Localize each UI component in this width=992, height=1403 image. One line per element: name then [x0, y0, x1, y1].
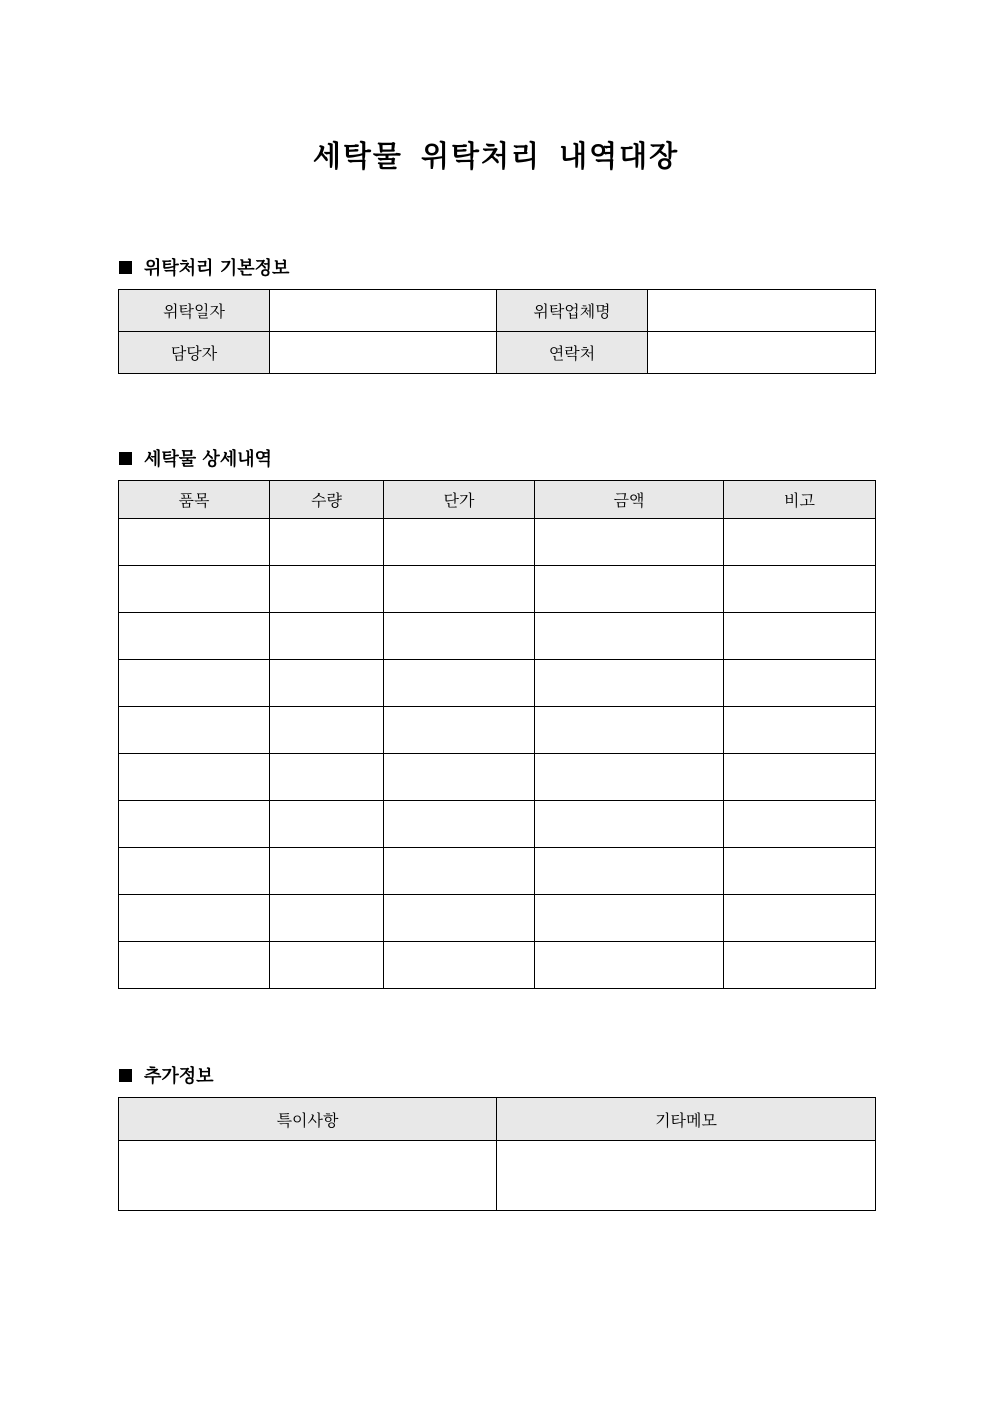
square-bullet-icon [119, 1069, 132, 1082]
table-cell[interactable] [119, 707, 270, 754]
table-row [119, 519, 876, 566]
table-cell[interactable] [270, 660, 384, 707]
label-company: 위탁업체명 [497, 290, 648, 332]
table-cell[interactable] [384, 942, 535, 989]
table-cell[interactable] [270, 942, 384, 989]
table-row [119, 942, 876, 989]
table-cell[interactable] [270, 895, 384, 942]
table-cell[interactable] [724, 895, 876, 942]
column-header: 품목 [119, 481, 270, 519]
table-cell[interactable] [724, 566, 876, 613]
table-cell[interactable] [724, 660, 876, 707]
column-header: 비고 [724, 481, 876, 519]
table-cell[interactable] [270, 707, 384, 754]
detail-table [118, 480, 876, 989]
table-cell[interactable] [119, 613, 270, 660]
value-company[interactable] [648, 290, 876, 332]
table-cell[interactable] [724, 519, 876, 566]
memo-cell[interactable] [497, 1141, 876, 1211]
table-cell[interactable] [384, 848, 535, 895]
table-row [119, 895, 876, 942]
square-bullet-icon [119, 261, 132, 274]
table-cell[interactable] [535, 848, 724, 895]
table-cell[interactable] [724, 613, 876, 660]
table-cell[interactable] [270, 801, 384, 848]
column-header-notes: 특이사항 [119, 1098, 497, 1141]
section-heading-extra-label: 추가정보 [144, 1066, 214, 1087]
table-cell[interactable] [384, 895, 535, 942]
table-cell[interactable] [119, 801, 270, 848]
table-row [119, 801, 876, 848]
extra-info-table [118, 1097, 876, 1211]
table-row [119, 848, 876, 895]
table-cell[interactable] [384, 801, 535, 848]
table-cell[interactable] [384, 754, 535, 801]
page-title: 세탁물 위탁처리 내역대장 [312, 139, 680, 173]
table-row [119, 754, 876, 801]
table-cell[interactable] [535, 942, 724, 989]
table-cell[interactable] [384, 613, 535, 660]
table-cell[interactable] [270, 613, 384, 660]
label-date: 위탁일자 [119, 290, 270, 332]
section-heading-detail-label: 세탁물 상세내역 [144, 449, 272, 470]
table-cell[interactable] [119, 754, 270, 801]
table-cell[interactable] [724, 801, 876, 848]
table-cell[interactable] [724, 848, 876, 895]
basic-info-table [118, 289, 876, 374]
table-cell[interactable] [535, 613, 724, 660]
section-heading-extra [119, 1062, 214, 1088]
table-cell[interactable] [270, 848, 384, 895]
value-contact[interactable] [648, 332, 876, 374]
column-header: 금액 [535, 481, 724, 519]
column-header: 수량 [270, 481, 384, 519]
table-row [119, 566, 876, 613]
table-cell[interactable] [724, 707, 876, 754]
table-cell[interactable] [384, 660, 535, 707]
table-cell[interactable] [535, 895, 724, 942]
section-heading-detail [119, 445, 272, 471]
table-cell[interactable] [724, 754, 876, 801]
notes-cell[interactable] [119, 1141, 497, 1211]
square-bullet-icon [119, 452, 132, 465]
column-header: 단가 [384, 481, 535, 519]
column-header-memo: 기타메모 [497, 1098, 876, 1141]
table-cell[interactable] [119, 566, 270, 613]
section-heading-basic [119, 254, 289, 280]
table-cell[interactable] [384, 707, 535, 754]
value-date[interactable] [270, 290, 497, 332]
section-heading-basic-label: 위탁처리 기본정보 [144, 258, 290, 279]
table-cell[interactable] [119, 519, 270, 566]
table-cell[interactable] [535, 660, 724, 707]
table-row [119, 707, 876, 754]
table-cell[interactable] [535, 519, 724, 566]
label-contact: 연락처 [497, 332, 648, 374]
table-cell[interactable] [384, 566, 535, 613]
table-cell[interactable] [119, 942, 270, 989]
label-manager: 담당자 [119, 332, 270, 374]
table-cell[interactable] [384, 519, 535, 566]
value-manager[interactable] [270, 332, 497, 374]
table-cell[interactable] [119, 895, 270, 942]
table-cell[interactable] [535, 754, 724, 801]
table-cell[interactable] [535, 801, 724, 848]
table-cell[interactable] [270, 566, 384, 613]
detail-header-row [119, 481, 876, 519]
table-row [119, 613, 876, 660]
table-cell[interactable] [119, 660, 270, 707]
table-cell[interactable] [535, 566, 724, 613]
table-cell[interactable] [119, 848, 270, 895]
table-cell[interactable] [535, 707, 724, 754]
table-cell[interactable] [724, 942, 876, 989]
table-cell[interactable] [270, 519, 384, 566]
table-cell[interactable] [270, 754, 384, 801]
table-row [119, 660, 876, 707]
